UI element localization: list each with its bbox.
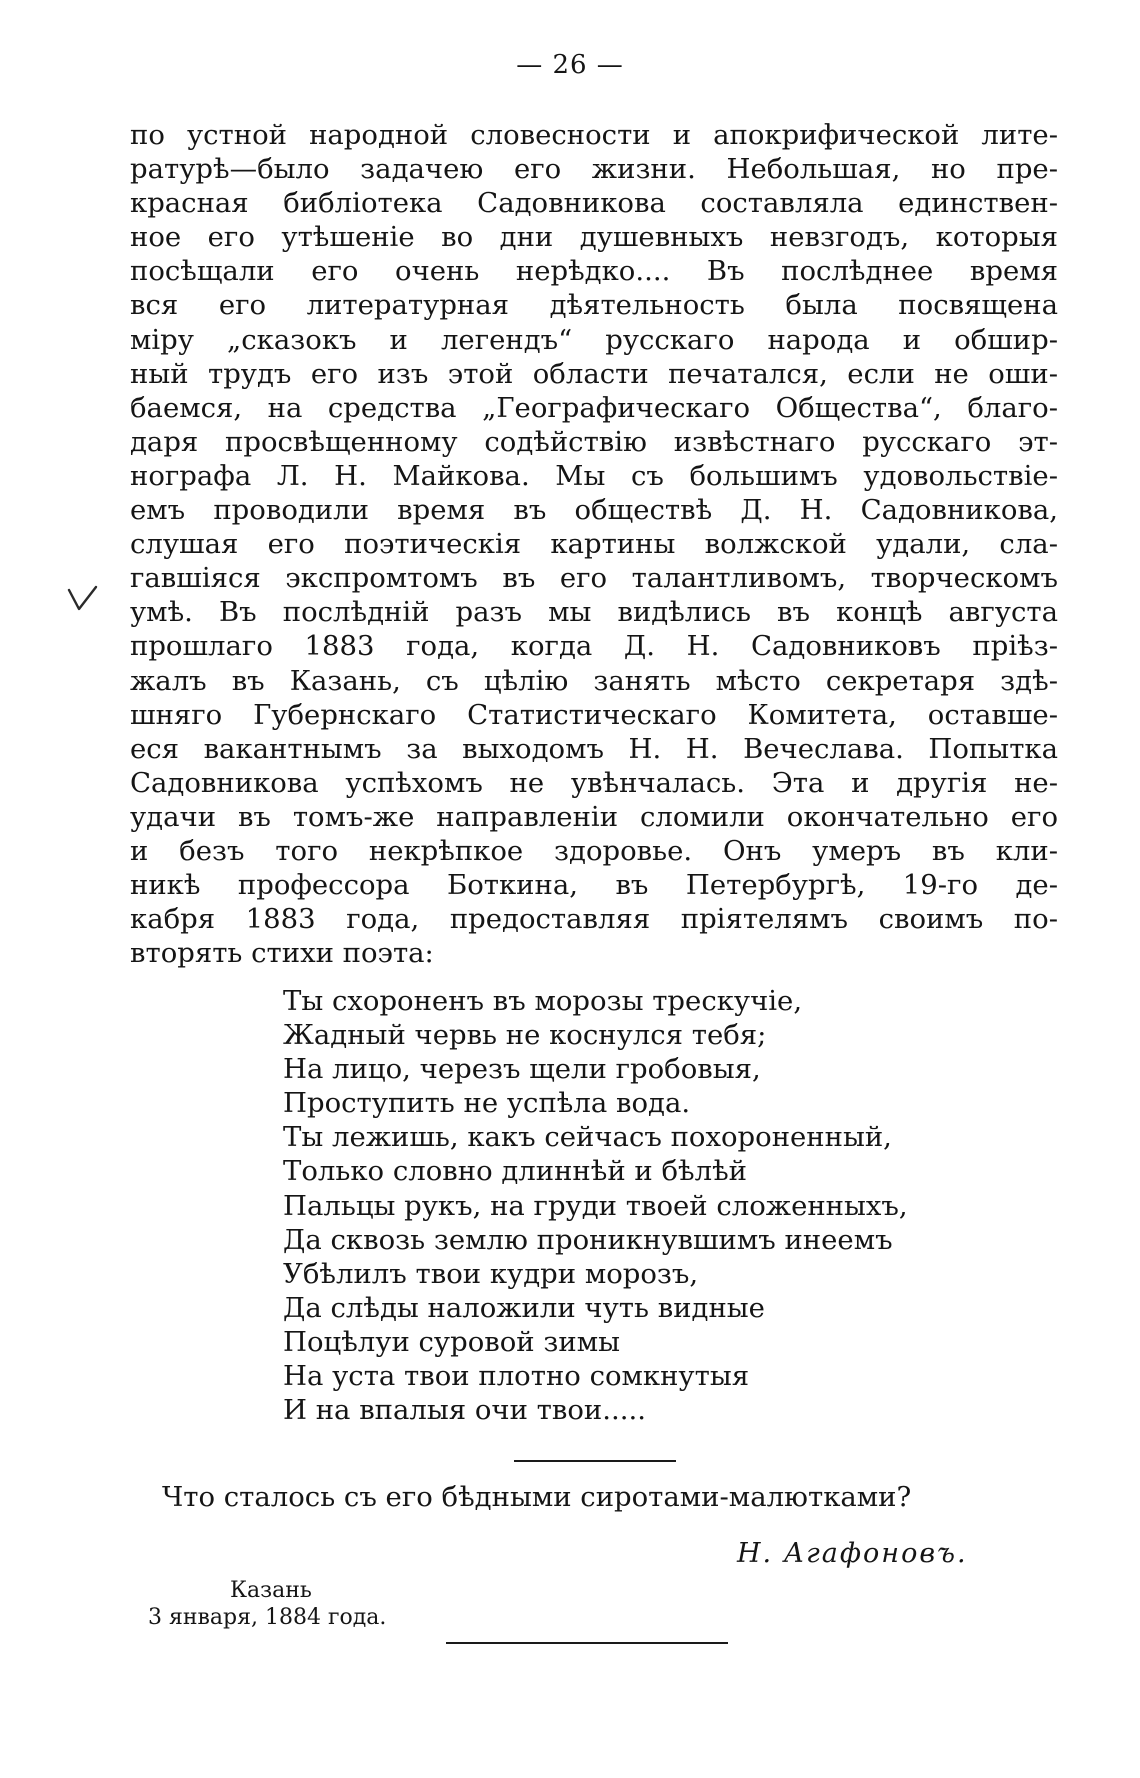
text-line: ное его утѣшеніе во дни душевныхъ невзгодъ, которыя (130, 221, 1058, 254)
text-line: по устной народной словесности и апокрифической лите- (130, 119, 1058, 151)
text-line: прошлаго 1883 года, когда Д. Н. Садовниковъ пріѣз- (130, 630, 1058, 663)
poem-line: Проступить не успѣла вода. (283, 1087, 691, 1120)
text-line: жалъ въ Казань, съ цѣлію занять мѣсто секретаря здѣ- (130, 664, 1058, 697)
poem-line: Убѣлилъ твои кудри морозъ, (283, 1257, 699, 1290)
text-line: гавшіяся экспромтомъ въ его талантливомъ, творческомъ (130, 562, 1058, 595)
poem-line: Ты лежишь, какъ сейчасъ похороненный, (283, 1121, 892, 1154)
poem-line: На лицо, черезъ щели гробовыя, (283, 1053, 761, 1086)
text-line: никѣ профессора Боткина, въ Петербургѣ, 19-го де- (130, 869, 1058, 902)
date-line: 3 января, 1884 года. (148, 1605, 387, 1630)
text-line: слушая его поэтическія картины волжской удали, сла- (130, 528, 1058, 561)
poem-line: Да слѣды наложили чуть видные (283, 1291, 765, 1324)
section-divider (514, 1460, 676, 1462)
checkmark-icon (66, 582, 100, 616)
poem-line: Да сквозь землю проникнувшимъ инеемъ (283, 1223, 893, 1256)
text-line: кабря 1883 года, предоставляя пріятелямъ своимъ по- (130, 903, 1058, 936)
poem-line: Только словно длиннѣй и бѣлѣй (283, 1155, 747, 1188)
text-line: баемся, на средства „Географическаго Общества“, благо- (130, 391, 1058, 424)
text-line: Садовникова успѣхомъ не увѣнчалась. Эта и другія не- (130, 766, 1058, 799)
poem-line: На уста твои плотно сомкнутыя (283, 1360, 750, 1393)
text-line: нографа Л. Н. Майкова. Мы съ большимъ удовольствіе- (130, 459, 1058, 492)
text-line: даря просвѣщенному содѣйствію извѣстнаго русскаго эт- (130, 425, 1058, 458)
text-line: красная библіотека Садовникова составляла единствен- (130, 187, 1058, 220)
text-line: міру „сказокъ и легендъ“ русскаго народа и обшир- (130, 323, 1058, 356)
text-line: емъ проводили время въ обществѣ Д. Н. Садовникова, (130, 494, 1058, 527)
text-line: удачи въ томъ-же направленіи сломили окончательно его (130, 800, 1058, 833)
place-line: Казань (230, 1578, 312, 1603)
text-line: ратурѣ—было задачею его жизни. Небольшая, но пре- (130, 153, 1058, 186)
text-line: ный трудъ его изъ этой области печатался, если не оши- (130, 357, 1058, 390)
text-line: вторять стихи поэта: (130, 937, 434, 970)
poem-line: Пальцы рукъ, на груди твоей сложенныхъ, (283, 1189, 908, 1222)
article-paragraph (130, 118, 1058, 970)
poem-line: Поцѣлуи суровой зимы (283, 1325, 620, 1358)
poem-line: И на впалыя очи твои..... (283, 1394, 646, 1427)
text-line: посѣщали его очень нерѣдко.... Въ послѣднее время (130, 255, 1058, 288)
end-divider (446, 1642, 728, 1644)
author-signature: Н. Агафоновъ. (737, 1538, 968, 1569)
text-line: еся вакантнымъ за выходомъ Н. Н. Вечеслава. Попытка (130, 732, 1058, 765)
poem (283, 984, 908, 1427)
page-number: — 26 — (516, 50, 624, 80)
closing-question: Что сталось съ его бѣдными сиротами-малютками? (162, 1481, 912, 1513)
poem-line: Ты схороненъ въ морозы трескучіе, (283, 985, 803, 1017)
text-line: шняго Губернскаго Статистическаго Комитета, оставше- (130, 698, 1058, 731)
poem-line: Жадный червь не коснулся тебя; (283, 1019, 767, 1052)
text-line: и безъ того некрѣпкое здоровье. Онъ умеръ въ кли- (130, 834, 1058, 867)
text-line: умѣ. Въ послѣдній разъ мы видѣлись въ концѣ августа (130, 596, 1058, 629)
text-line: вся его литературная дѣятельность была посвящена (130, 289, 1058, 322)
